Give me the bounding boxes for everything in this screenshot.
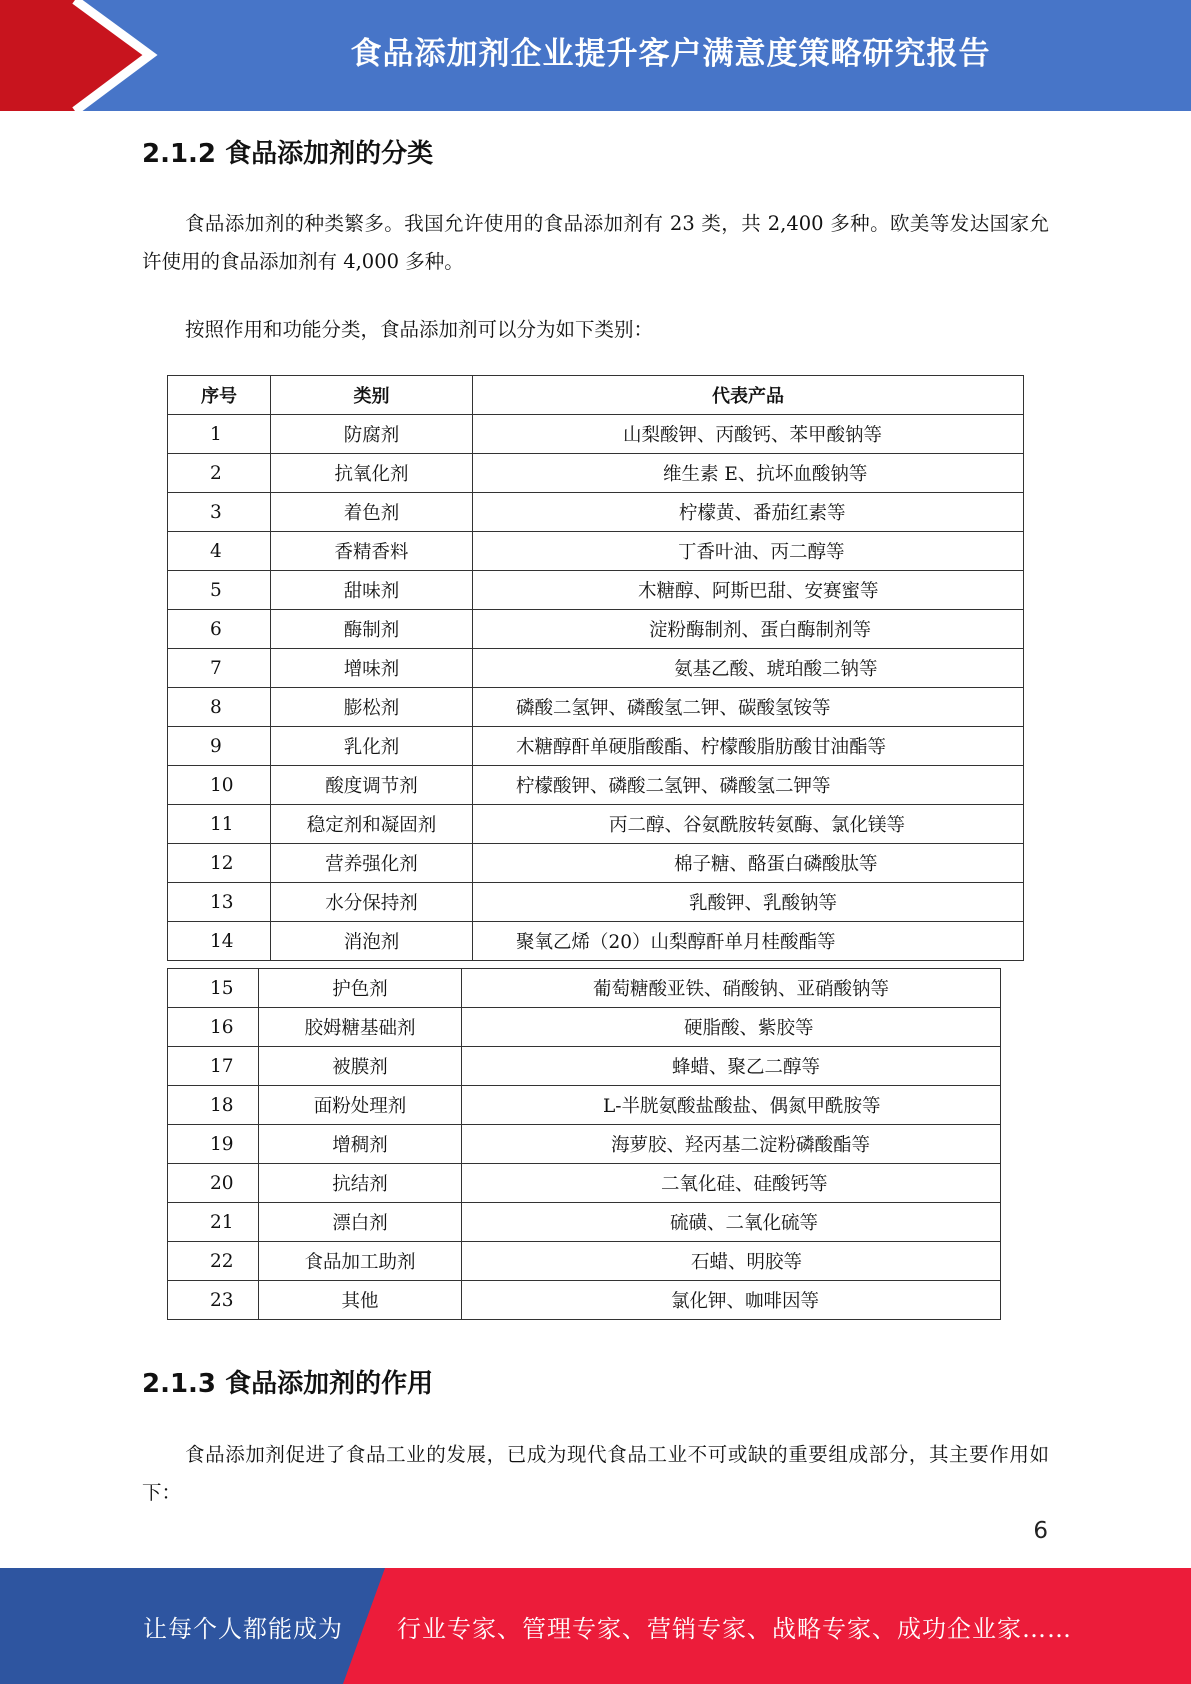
cell-no: 18 [168, 1086, 259, 1125]
table-row [168, 610, 1024, 649]
cell-no: 3 [168, 493, 271, 532]
cell-category: 甜味剂 [271, 571, 473, 610]
table-row [168, 1164, 1001, 1203]
table-row [168, 1008, 1001, 1047]
paragraph-table-lead: 按照作用和功能分类，食品添加剂可以分为如下类别： [185, 318, 654, 341]
table-row [168, 415, 1024, 454]
cell-category: 着色剂 [271, 493, 473, 532]
cell-no: 2 [168, 454, 271, 493]
table-row [168, 727, 1024, 766]
cell-no: 12 [168, 844, 271, 883]
cell-category: 膨松剂 [271, 688, 473, 727]
cell-product: 淀粉酶制剂、蛋白酶制剂等 [473, 610, 1024, 649]
cell-category: 护色剂 [259, 969, 462, 1008]
cell-no: 13 [168, 883, 271, 922]
cell-product: 木糖醇酐单硬脂酸酯、柠檬酸脂肪酸甘油酯等 [473, 727, 1024, 766]
table-row [168, 766, 1024, 805]
table-row [168, 1086, 1001, 1125]
footer-slogan-right: 行业专家、管理专家、营销专家、战略专家、成功企业家…… [397, 1614, 1072, 1643]
cell-product: 二氧化硅、硅酸钙等 [462, 1164, 1001, 1203]
paragraph-function: 食品添加剂促进了食品工业的发展，已成为现代食品工业不可或缺的重要组成部分，其主要作用如下： [142, 1443, 1049, 1504]
cell-product: 氯化钾、咖啡因等 [462, 1281, 1001, 1320]
paragraph-intro: 食品添加剂的种类繁多。我国允许使用的食品添加剂有 23 类，共 2,400 多种。欧美等发达国家允许使用的食品添加剂有 4,000 多种。 [142, 212, 1049, 273]
table-row [168, 1125, 1001, 1164]
table-row [168, 883, 1024, 922]
cell-no: 6 [168, 610, 271, 649]
cell-category: 防腐剂 [271, 415, 473, 454]
header-category: 类别 [271, 376, 473, 415]
cell-category: 增稠剂 [259, 1125, 462, 1164]
cell-no: 15 [168, 969, 259, 1008]
table-row [168, 532, 1024, 571]
footer-banner [0, 1568, 1191, 1684]
cell-product: 磷酸二氢钾、磷酸氢二钾、碳酸氢铵等 [473, 688, 1024, 727]
cell-product: 硫磺、二氧化硫等 [462, 1203, 1001, 1242]
cell-no: 17 [168, 1047, 259, 1086]
cell-category: 增味剂 [271, 649, 473, 688]
cell-no: 21 [168, 1203, 259, 1242]
cell-no: 8 [168, 688, 271, 727]
cell-no: 9 [168, 727, 271, 766]
cell-product: 柠檬酸钾、磷酸二氢钾、磷酸氢二钾等 [473, 766, 1024, 805]
cell-product: 蜂蜡、聚乙二醇等 [462, 1047, 1001, 1086]
table-row [168, 1047, 1001, 1086]
cell-category: 面粉处理剂 [259, 1086, 462, 1125]
cell-product: 维生素 E、抗坏血酸钠等 [473, 454, 1024, 493]
cell-no: 23 [168, 1281, 259, 1320]
cell-product: 山梨酸钾、丙酸钙、苯甲酸钠等 [473, 415, 1024, 454]
cell-no: 11 [168, 805, 271, 844]
cell-product: 聚氧乙烯（20）山梨醇酐单月桂酸酯等 [473, 922, 1024, 961]
cell-no: 20 [168, 1164, 259, 1203]
page-number: 6 [1033, 1518, 1048, 1544]
classification-table-part1 [167, 375, 1024, 961]
footer-slogan-left: 让每个人都能成为 [143, 1614, 343, 1643]
cell-category: 稳定剂和凝固剂 [271, 805, 473, 844]
cell-category: 营养强化剂 [271, 844, 473, 883]
cell-category: 酸度调节剂 [271, 766, 473, 805]
cell-product: 氨基乙酸、琥珀酸二钠等 [473, 649, 1024, 688]
cell-product: 木糖醇、阿斯巴甜、安赛蜜等 [473, 571, 1024, 610]
table-header-row [168, 376, 1024, 415]
cell-category: 水分保持剂 [271, 883, 473, 922]
cell-category: 漂白剂 [259, 1203, 462, 1242]
table-row [168, 1242, 1001, 1281]
classification-table-part2 [167, 968, 1001, 1320]
cell-no: 10 [168, 766, 271, 805]
cell-category: 其他 [259, 1281, 462, 1320]
table-row [168, 571, 1024, 610]
cell-product: 乳酸钾、乳酸钠等 [473, 883, 1024, 922]
table-row [168, 688, 1024, 727]
cell-product: 石蜡、明胶等 [462, 1242, 1001, 1281]
cell-category: 食品加工助剂 [259, 1242, 462, 1281]
header-no: 序号 [168, 376, 271, 415]
table-row [168, 454, 1024, 493]
header-product: 代表产品 [473, 376, 1024, 415]
cell-category: 抗氧化剂 [271, 454, 473, 493]
cell-no: 7 [168, 649, 271, 688]
table-row [168, 805, 1024, 844]
cell-no: 5 [168, 571, 271, 610]
cell-no: 1 [168, 415, 271, 454]
cell-no: 19 [168, 1125, 259, 1164]
cell-product: 葡萄糖酸亚铁、硝酸钠、亚硝酸钠等 [462, 969, 1001, 1008]
cell-no: 16 [168, 1008, 259, 1047]
cell-no: 22 [168, 1242, 259, 1281]
cell-category: 抗结剂 [259, 1164, 462, 1203]
cell-product: 柠檬黄、番茄红素等 [473, 493, 1024, 532]
section-heading-classification: 2.1.2 食品添加剂的分类 [142, 139, 434, 169]
table-row [168, 493, 1024, 532]
cell-category: 酶制剂 [271, 610, 473, 649]
table-row [168, 844, 1024, 883]
cell-category: 乳化剂 [271, 727, 473, 766]
table-row [168, 1203, 1001, 1242]
header-banner [0, 0, 1191, 111]
cell-no: 4 [168, 532, 271, 571]
cell-category: 胶姆糖基础剂 [259, 1008, 462, 1047]
table-row [168, 922, 1024, 961]
cell-product: 硬脂酸、紫胶等 [462, 1008, 1001, 1047]
table-row [168, 969, 1001, 1008]
cell-category: 消泡剂 [271, 922, 473, 961]
report-title: 食品添加剂企业提升客户满意度策略研究报告 [350, 35, 991, 72]
cell-category: 香精香料 [271, 532, 473, 571]
cell-no: 14 [168, 922, 271, 961]
table-row [168, 1281, 1001, 1320]
cell-category: 被膜剂 [259, 1047, 462, 1086]
cell-product: 丁香叶油、丙二醇等 [473, 532, 1024, 571]
cell-product: 棉子糖、酪蛋白磷酸肽等 [473, 844, 1024, 883]
section-heading-function: 2.1.3 食品添加剂的作用 [142, 1369, 434, 1399]
cell-product: 丙二醇、谷氨酰胺转氨酶、氯化镁等 [473, 805, 1024, 844]
table-row [168, 649, 1024, 688]
cell-product: 海萝胶、羟丙基二淀粉磷酸酯等 [462, 1125, 1001, 1164]
cell-product: L-半胱氨酸盐酸盐、偶氮甲酰胺等 [462, 1086, 1001, 1125]
